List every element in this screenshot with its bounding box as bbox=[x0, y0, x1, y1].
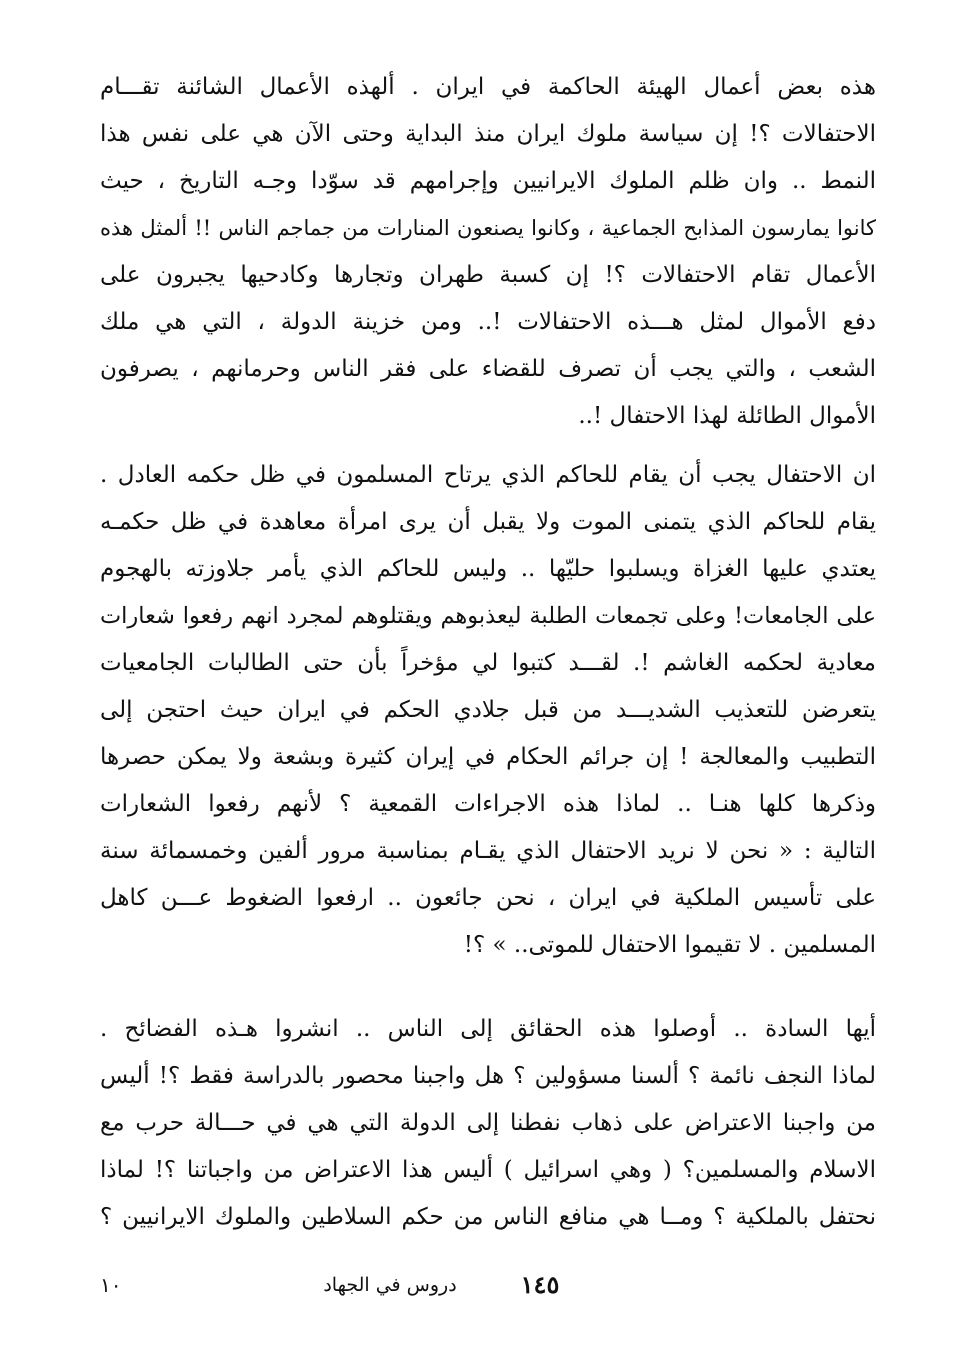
text-line: النمط .. وان ظلم الملوك الايرانيين وإجرامهم قد سوّدا وجـه التاريخ ، حيث bbox=[100, 168, 876, 194]
text-line: يعتدي عليها الغزاة ويسلبوا حليّها .. وليس للحاكم الذي يأمر جلاوزته بالهجوم bbox=[100, 556, 876, 582]
text-line: لماذا النجف نائمة ؟ ألسنا مسؤولين ؟ هل واجبنا محصور بالدراسة فقط ؟! أليس bbox=[100, 1063, 876, 1089]
text-line: على الجامعات! وعلى تجمعات الطلبة ليعذبوهم ويقتلوهم لمجرد انهم رفعوا شعارات bbox=[100, 603, 876, 629]
text-line: هذه بعض أعمال الهيئة الحاكمة في ايران . ألهذه الأعمال الشائنة تقـــام bbox=[100, 74, 876, 100]
text-line: التطبيب والمعالجة ! إن جرائم الحكام في إيران كثيرة وبشعة ولا يمكن حصرها bbox=[100, 744, 876, 770]
text-line: التالية : « نحن لا نريد الاحتفال الذي يقـام بمناسبة مرور ألفين وخمسمائة سنة bbox=[100, 838, 876, 864]
text-line: من واجبنا الاعتراض على ذهاب نفطنا إلى الدولة التي هي في حـــالة حرب مع bbox=[100, 1110, 876, 1136]
text-line: يتعرضن للتعذيب الشديـــد من قبل جلادي الحكم في ايران حيث احتجن إلى bbox=[100, 697, 876, 723]
text-line: الأعمال تقام الاحتفالات ؟! إن كسبة طهران وتجارها وكادحيها يجبرون على bbox=[100, 262, 876, 288]
running-title: دروس في الجهاد bbox=[323, 1274, 457, 1296]
text-line: الأموال الطائلة لهذا الاحتفال !.. bbox=[578, 403, 876, 429]
paragraph-3 bbox=[100, 1006, 876, 1241]
page-footer bbox=[100, 1265, 876, 1305]
paragraph-1 bbox=[100, 64, 876, 440]
signature-mark: ١٠ bbox=[100, 1273, 122, 1297]
text-line: معادية لحكمه الغاشم !. لقـــد كتبوا لي مؤخراً بأن حتى الطالبات الجامعيات bbox=[100, 650, 876, 676]
text-line: يقام للحاكم الذي يتمنى الموت ولا يقبل أن يرى امرأة معاهدة في ظل حكمـه bbox=[100, 509, 876, 535]
text-line: ان الاحتفال يجب أن يقام للحاكم الذي يرتاح المسلمون في ظل حكمه العادل . bbox=[100, 462, 876, 488]
text-line: الاسلام والمسلمين؟ ( وهي اسرائيل ) أليس هذا الاعتراض من واجباتنا ؟! لماذا bbox=[100, 1157, 876, 1183]
text-line: المسلمين . لا تقيموا الاحتفال للموتى.. » ؟! bbox=[463, 932, 876, 958]
text-line: أيها السادة .. أوصلوا هذه الحقائق إلى الناس .. انشروا هـذه الفضائح . bbox=[100, 1016, 876, 1042]
page-number: ١٤٥ bbox=[520, 1270, 560, 1299]
text-line: الاحتفالات ؟! إن سياسة ملوك ايران منذ البداية وحتى الآن هي على نفس هذا bbox=[100, 121, 876, 147]
text-line: وذكرها كلها هنـا .. لماذا هذه الاجراءات القمعية ؟ لأنهم رفعوا الشعارات bbox=[100, 791, 876, 817]
text-line: على تأسيس الملكية في ايران ، نحن جائعون .. ارفعوا الضغوط عـــن كاهل bbox=[100, 885, 876, 911]
paragraph-2 bbox=[100, 452, 876, 969]
text-line: نحتفل بالملكية ؟ ومــا هي منافع الناس من حكم السلاطين والملوك الايرانيين ؟ bbox=[100, 1204, 876, 1230]
text-line: دفع الأموال لمثل هـــذه الاحتفالات !.. ومن خزينة الدولة ، التي هي ملك bbox=[100, 309, 876, 335]
text-line: الشعب ، والتي يجب أن تصرف للقضاء على فقر الناس وحرمانهم ، يصرفون bbox=[100, 356, 876, 382]
text-line: كانوا يمارسون المذابح الجماعية ، وكانوا يصنعون المنارات من جماجم الناس !! ألمثل هذه bbox=[100, 216, 876, 240]
